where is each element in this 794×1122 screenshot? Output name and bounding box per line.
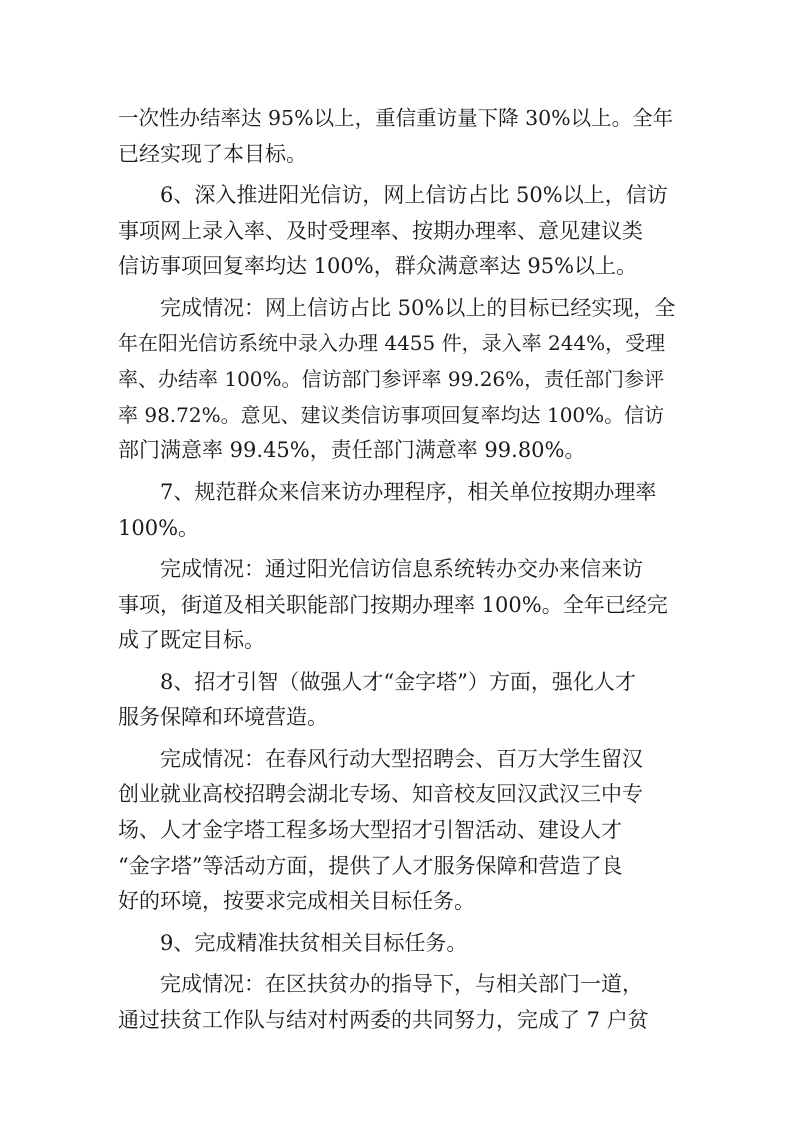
text-line: 一次性办结率达 95%以上，重信重访量下降 30%以上。全年 xyxy=(118,106,674,130)
text-line: 信访事项回复率均达 100%，群众满意率达 95%以上。 xyxy=(118,254,638,278)
text-line: 9、完成精准扶贫相关目标任务。 xyxy=(160,931,468,955)
text-line: 7、规范群众来信来访办理程序，相关单位按期办理率 xyxy=(160,480,657,504)
text-line: 8、招才引智（做强人才“金字塔”）方面，强化人才 xyxy=(160,670,636,694)
text-line: 通过扶贫工作队与结对村两委的共同努力，完成了 7 户贫 xyxy=(118,1008,649,1032)
text-line: 完成情况：网上信访占比 50%以上的目标已经实现，全 xyxy=(160,296,676,320)
text-line: 率 98.72%。意见、建议类信访事项回复率均达 100%。信访 xyxy=(118,403,665,427)
text-line: 好的环境，按要求完成相关目标任务。 xyxy=(118,889,475,913)
text-line: 场、人才金字塔工程多场大型招才引智活动、建设人才 xyxy=(118,818,622,842)
text-line: 成了既定目标。 xyxy=(118,628,265,652)
text-line: “金字塔”等活动方面，提供了人才服务保障和营造了良 xyxy=(118,854,623,878)
text-line: 事项，街道及相关职能部门按期办理率 100%。全年已经完 xyxy=(118,593,668,617)
text-line: 6、深入推进阳光信访，网上信访占比 50%以上，信访 xyxy=(160,183,668,207)
text-line: 部门满意率 99.45%，责任部门满意率 99.80%。 xyxy=(118,438,586,462)
text-line: 完成情况：在区扶贫办的指导下，与相关部门一道， xyxy=(160,972,643,996)
text-line: 100%。 xyxy=(118,516,200,540)
text-line: 年在阳光信访系统中录入办理 4455 件，录入率 244%，受理 xyxy=(118,331,666,355)
text-line: 创业就业高校招聘会湖北专场、知音校友回汉武汉三中专 xyxy=(118,782,643,806)
text-line: 服务保障和环境营造。 xyxy=(118,705,328,729)
text-line: 完成情况：通过阳光信访信息系统转办交办来信来访 xyxy=(160,557,643,581)
text-line: 完成情况：在春风行动大型招聘会、百万大学生留汉 xyxy=(160,747,643,771)
text-line: 事项网上录入率、及时受理率、按期办理率、意见建议类 xyxy=(118,219,643,243)
text-line: 率、办结率 100%。信访部门参评率 99.26%，责任部门参评 xyxy=(118,367,665,391)
text-line: 已经实现了本目标。 xyxy=(118,142,307,166)
